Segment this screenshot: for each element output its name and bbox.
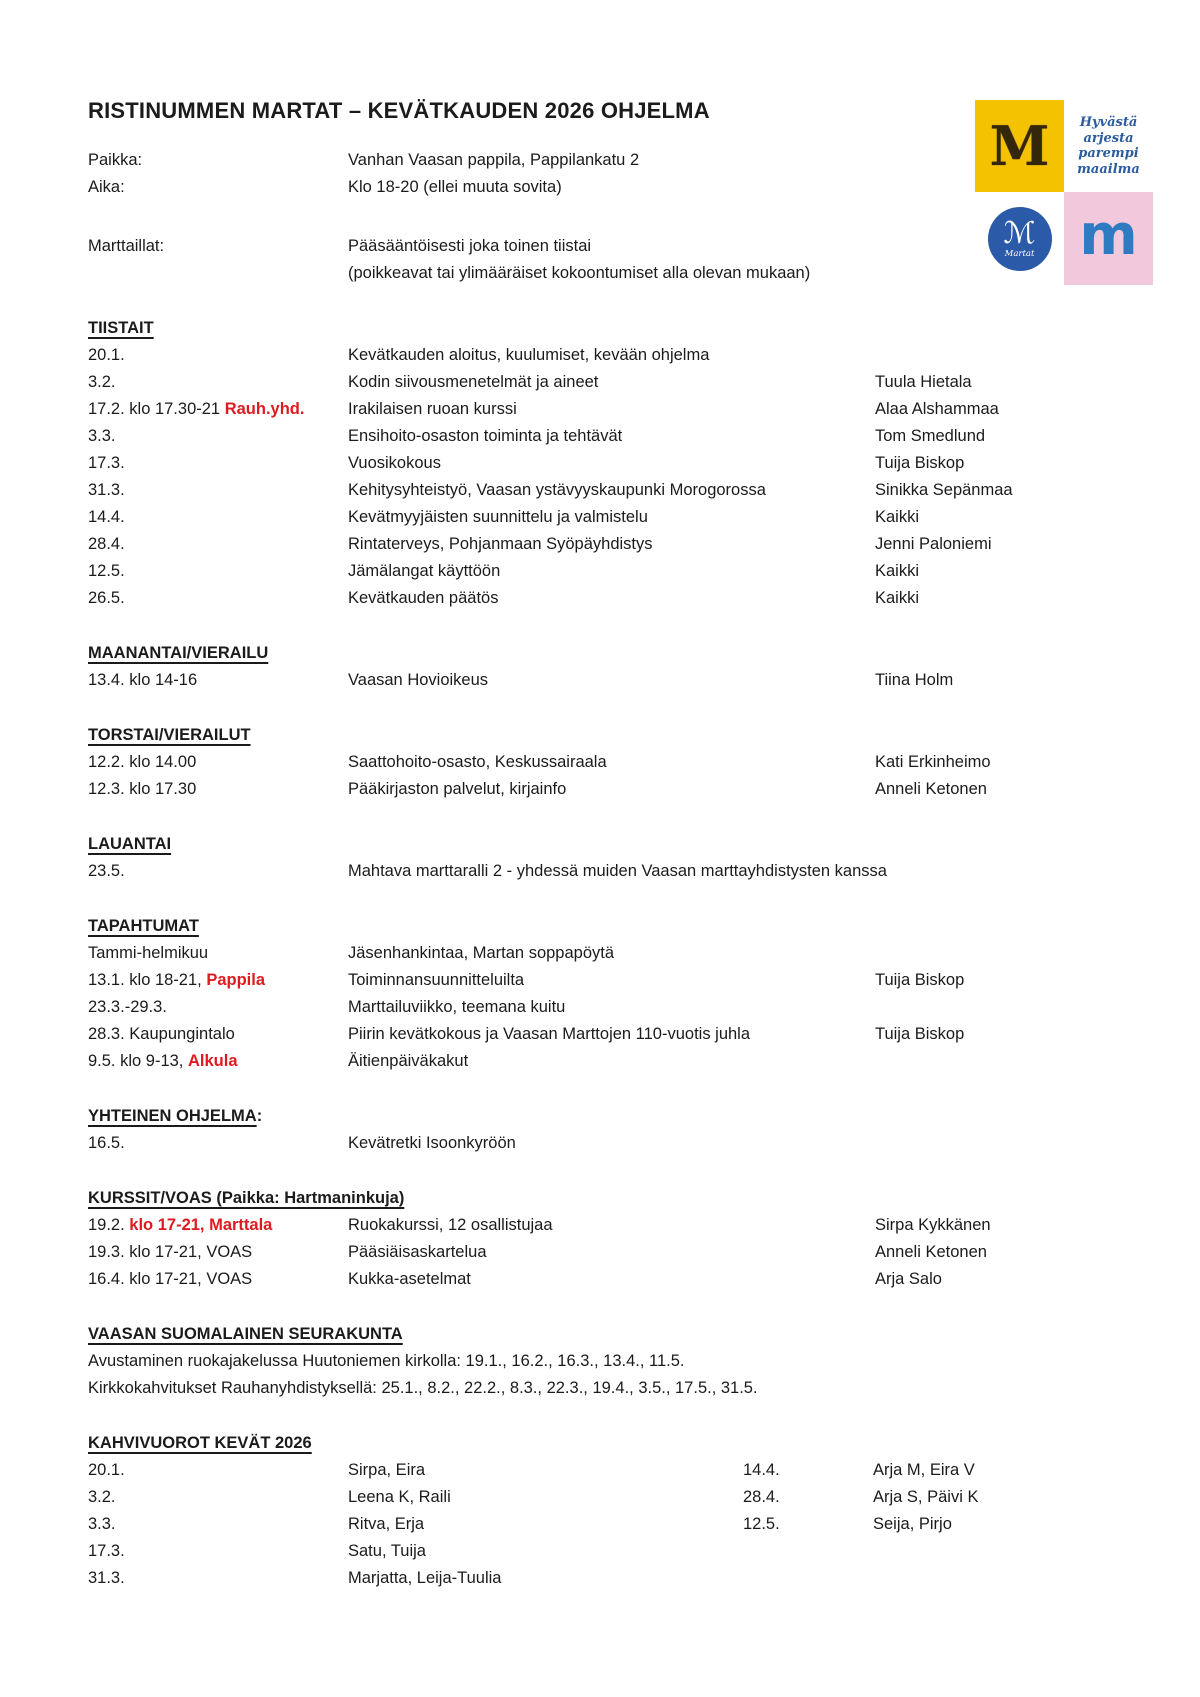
row-date bbox=[88, 1021, 348, 1048]
row-date-text: 14.4. bbox=[88, 508, 125, 526]
schedule-row bbox=[88, 1048, 1160, 1075]
row-description: Pääkirjaston palvelut, kirjainfo bbox=[348, 780, 567, 798]
section-kurssit-voas-paikka-hartmaninkuja bbox=[88, 1185, 1160, 1293]
row-date-text: 26.5. bbox=[88, 589, 125, 607]
row-person-name: Tiina Holm bbox=[875, 671, 954, 689]
row-description: Vaasan Hovioikeus bbox=[348, 671, 489, 689]
section-text-line: Kirkkokahvitukset Rauhanyhdistyksellä: 25.1., 8.2., 22.2., 8.3., 22.3., 19.4., 3.5., 17.5., 31.5. bbox=[88, 1379, 758, 1397]
logo-slogan-line: parempi bbox=[1078, 146, 1139, 161]
row-person-name: Kaikki bbox=[875, 562, 920, 580]
row-date bbox=[88, 504, 348, 531]
row-description: Rintaterveys, Pohjanmaan Syöpäyhdistys bbox=[348, 535, 653, 553]
row-date: 3.3. bbox=[88, 1515, 116, 1533]
section-heading-text: TIISTAIT bbox=[88, 319, 154, 337]
row-person-name: Kati Erkinheimo bbox=[875, 753, 991, 771]
row-description: Kevätkauden aloitus, kuulumiset, kevään ohjelma bbox=[348, 346, 710, 364]
coffee-duty-row bbox=[88, 1484, 1160, 1511]
row-date bbox=[88, 450, 348, 477]
logo-m-tile bbox=[1064, 192, 1153, 285]
logo-slogan-tile bbox=[1064, 100, 1153, 192]
row-person-name: Anneli Ketonen bbox=[875, 780, 987, 798]
section-tiistait bbox=[88, 315, 1160, 612]
row-person-name: Tom Smedlund bbox=[875, 427, 986, 445]
row-person-name: Jenni Paloniemi bbox=[875, 535, 992, 553]
row-date-text: 23.5. bbox=[88, 862, 125, 880]
row-description: Ruokakurssi, 12 osallistujaa bbox=[348, 1216, 553, 1234]
row-person-name: Kaikki bbox=[875, 589, 920, 607]
row-description: Äitienpäiväkakut bbox=[348, 1052, 469, 1070]
row-date bbox=[88, 994, 348, 1021]
row-date-text: 19.3. klo 17-21, VOAS bbox=[88, 1243, 253, 1261]
section-heading bbox=[88, 640, 1160, 667]
row-date bbox=[88, 558, 348, 585]
info-value: (poikkeavat tai ylimääräiset kokoontumiset alla olevan mukaan) bbox=[348, 264, 811, 282]
row-description: Kukka-asetelmat bbox=[348, 1270, 471, 1288]
section-heading bbox=[88, 1185, 1160, 1212]
row-date bbox=[88, 1048, 348, 1075]
schedule-row bbox=[88, 1130, 1160, 1157]
section-heading bbox=[88, 913, 1160, 940]
row-date bbox=[88, 369, 348, 396]
row-person-name: Satu, Tuija bbox=[348, 1542, 426, 1560]
section-heading-text: TAPAHTUMAT bbox=[88, 917, 199, 935]
row-person-name: Sinikka Sepänmaa bbox=[875, 481, 1013, 499]
row-person-name: Arja Salo bbox=[875, 1270, 942, 1288]
row-date-text: 3.2. bbox=[88, 373, 116, 391]
row-date-text: 17.2. klo 17.30-21 bbox=[88, 400, 225, 418]
schedule-row bbox=[88, 776, 1160, 803]
row-date bbox=[88, 342, 348, 369]
logo-slogan-line: arjesta bbox=[1083, 130, 1134, 146]
row-description: Ensihoito-osaston toiminta ja tehtävät bbox=[348, 427, 623, 445]
row-date bbox=[88, 1239, 348, 1266]
row-description: Toiminnansuunnitteluilta bbox=[348, 971, 525, 989]
m-lowercase-icon: m bbox=[1079, 202, 1138, 268]
row-date: 17.3. bbox=[88, 1542, 125, 1560]
schedule-row bbox=[88, 477, 1160, 504]
info-value: Pääsääntöisesti joka toinen tiistai bbox=[348, 237, 592, 255]
schedule-row bbox=[88, 1212, 1160, 1239]
section-heading-text: VAASAN SUOMALAINEN SEURAKUNTA bbox=[88, 1325, 403, 1343]
section-heading bbox=[88, 1103, 1160, 1130]
row-date: 20.1. bbox=[88, 1461, 125, 1479]
row-date bbox=[88, 940, 348, 967]
row-person-name: Tuija Biskop bbox=[875, 971, 965, 989]
row-date-text: 16.4. klo 17-21, VOAS bbox=[88, 1270, 253, 1288]
info-label: Aika: bbox=[88, 178, 125, 196]
info-value: Klo 18-20 (ellei muuta sovita) bbox=[348, 178, 562, 196]
section-heading-text: KAHVIVUOROT KEVÄT 2026 bbox=[88, 1434, 312, 1452]
row-date-text: 13.1. klo 18-21, bbox=[88, 971, 207, 989]
section-heading-suffix: : bbox=[256, 1107, 263, 1125]
schedule-row bbox=[88, 667, 1160, 694]
row-date bbox=[88, 967, 348, 994]
row-date-2: 12.5. bbox=[743, 1515, 780, 1533]
row-date bbox=[88, 1266, 348, 1293]
sections-container bbox=[88, 315, 1160, 1592]
row-description: Kevätkauden päätös bbox=[348, 589, 499, 607]
schedule-row bbox=[88, 994, 1160, 1021]
schedule-row bbox=[88, 369, 1160, 396]
section-lauantai bbox=[88, 831, 1160, 885]
schedule-row bbox=[88, 1239, 1160, 1266]
row-person-name: Ritva, Erja bbox=[348, 1515, 425, 1533]
row-date-text: 16.5. bbox=[88, 1134, 125, 1152]
row-date-text: 28.4. bbox=[88, 535, 125, 553]
section-heading bbox=[88, 722, 1160, 749]
schedule-row bbox=[88, 396, 1160, 423]
row-description: Kevätmyyjäisten suunnittelu ja valmistelu bbox=[348, 508, 648, 526]
row-person-name: Kaikki bbox=[875, 508, 920, 526]
row-person-name: Tuija Biskop bbox=[875, 1025, 965, 1043]
section-heading-text: YHTEINEN OHJELMA bbox=[88, 1107, 257, 1125]
row-person-name: Tuija Biskop bbox=[875, 454, 965, 472]
row-date-highlight: Pappila bbox=[206, 971, 266, 989]
row-person-name-2: Arja S, Päivi K bbox=[873, 1488, 979, 1506]
row-description: Kodin siivousmenetelmät ja aineet bbox=[348, 373, 599, 391]
coffee-duty-row bbox=[88, 1457, 1160, 1484]
schedule-row bbox=[88, 1021, 1160, 1048]
row-date-text: 23.3.-29.3. bbox=[88, 998, 167, 1016]
row-person-name-2: Arja M, Eira V bbox=[873, 1461, 975, 1479]
schedule-row bbox=[88, 1266, 1160, 1293]
row-date-text: 20.1. bbox=[88, 346, 125, 364]
row-description: Jäsenhankintaa, Martan soppapöytä bbox=[348, 944, 615, 962]
row-date-text: 28.3. Kaupungintalo bbox=[88, 1025, 235, 1043]
row-person-name: Sirpa, Eira bbox=[348, 1461, 426, 1479]
row-person-name: Sirpa Kykkänen bbox=[875, 1216, 991, 1234]
row-date bbox=[88, 477, 348, 504]
row-date-text: 9.5. klo 9-13, bbox=[88, 1052, 188, 1070]
logo-braided-m-tile bbox=[975, 100, 1064, 192]
logo-slogan-line: maailma bbox=[1077, 161, 1140, 177]
section-heading-text: LAUANTAI bbox=[88, 835, 172, 853]
row-date-2 bbox=[743, 1538, 873, 1565]
info-value: Vanhan Vaasan pappila, Pappilankatu 2 bbox=[348, 151, 640, 169]
row-description: Jämälangat käyttöön bbox=[348, 562, 501, 580]
row-date-text: 12.5. bbox=[88, 562, 125, 580]
row-description: Vuosikokous bbox=[348, 454, 441, 472]
row-person-name: Anneli Ketonen bbox=[875, 1243, 987, 1261]
section-heading bbox=[88, 315, 1160, 342]
row-date: 3.2. bbox=[88, 1488, 116, 1506]
section-heading-text: TORSTAI/VIERAILUT bbox=[88, 726, 251, 744]
section-heading bbox=[88, 1430, 1160, 1457]
row-date bbox=[88, 423, 348, 450]
row-date-text: 17.3. bbox=[88, 454, 125, 472]
emblem-monogram: ℳ bbox=[1003, 215, 1036, 251]
section-tapahtumat bbox=[88, 913, 1160, 1075]
emblem-label: Martat bbox=[1004, 248, 1035, 259]
row-date-text: 31.3. bbox=[88, 481, 125, 499]
row-date-highlight: klo 17-21, Marttala bbox=[129, 1216, 273, 1234]
row-person-name-2 bbox=[873, 1538, 1160, 1565]
page-title: RISTINUMMEN MARTAT – KEVÄTKAUDEN 2026 OHJELMA bbox=[88, 98, 710, 123]
row-date bbox=[88, 1130, 348, 1157]
coffee-duty-row bbox=[88, 1538, 1160, 1565]
schedule-row bbox=[88, 504, 1160, 531]
row-description: Kevätretki Isoonkyröön bbox=[348, 1134, 516, 1152]
section-kahvivuorot-kev-t-2026 bbox=[88, 1430, 1160, 1592]
schedule-row bbox=[88, 585, 1160, 612]
logo-emblem-tile bbox=[975, 192, 1064, 285]
section-torstai-vierailut bbox=[88, 722, 1160, 803]
row-date-2: 28.4. bbox=[743, 1488, 780, 1506]
row-date bbox=[88, 776, 348, 803]
martat-logo-block bbox=[975, 100, 1153, 285]
schedule-row bbox=[88, 940, 1160, 967]
row-date bbox=[88, 396, 348, 423]
row-person-name: Leena K, Raili bbox=[348, 1488, 451, 1506]
coffee-duty-row bbox=[88, 1565, 1160, 1592]
schedule-row bbox=[88, 342, 1160, 369]
coffee-duty-row bbox=[88, 1511, 1160, 1538]
row-description: Mahtava marttaralli 2 - yhdessä muiden Vaasan marttayhdistysten kanssa bbox=[348, 862, 887, 880]
row-description: Irakilaisen ruoan kurssi bbox=[348, 400, 517, 418]
section-heading bbox=[88, 1321, 1160, 1348]
row-description: Marttailuviikko, teemana kuitu bbox=[348, 998, 566, 1016]
schedule-row bbox=[88, 531, 1160, 558]
schedule-row bbox=[88, 858, 1160, 885]
row-date bbox=[88, 1212, 348, 1239]
row-description: Pääsiäisaskartelua bbox=[348, 1243, 487, 1261]
row-description: Piirin kevätkokous ja Vaasan Marttojen 110-vuotis juhla bbox=[348, 1025, 751, 1043]
section-yhteinen-ohjelma bbox=[88, 1103, 1160, 1157]
schedule-row bbox=[88, 450, 1160, 477]
section-vaasan-suomalainen-seurakunta bbox=[88, 1321, 1160, 1402]
row-person-name: Marjatta, Leija-Tuulia bbox=[348, 1569, 502, 1587]
section-heading-text: KURSSIT/VOAS (Paikka: Hartmaninkuja) bbox=[88, 1189, 405, 1207]
row-description: Kehitysyhteistyö, Vaasan ystävyyskaupunki Morogorossa bbox=[348, 481, 766, 499]
row-date bbox=[88, 585, 348, 612]
row-date bbox=[88, 531, 348, 558]
braided-m-icon: M bbox=[989, 114, 1050, 178]
row-date bbox=[88, 667, 348, 694]
section-maanantai-vierailu bbox=[88, 640, 1160, 694]
row-date: 31.3. bbox=[88, 1569, 125, 1587]
row-person-name: Alaa Alshammaa bbox=[875, 400, 999, 418]
logo-slogan-line: Hyvästä bbox=[1079, 115, 1138, 130]
row-date-2: 14.4. bbox=[743, 1461, 780, 1479]
row-date-text: 19.2. bbox=[88, 1216, 130, 1234]
row-person-name-2: Seija, Pirjo bbox=[873, 1515, 952, 1533]
schedule-row bbox=[88, 749, 1160, 776]
row-date-2 bbox=[743, 1565, 873, 1592]
row-date-highlight: Rauh.yhd. bbox=[224, 400, 305, 418]
section-text-line: Avustaminen ruokajakelussa Huutoniemen kirkolla: 19.1., 16.2., 16.3., 13.4., 11.5. bbox=[88, 1352, 685, 1370]
section-heading bbox=[88, 831, 1160, 858]
row-date bbox=[88, 749, 348, 776]
row-person-name-2 bbox=[873, 1565, 1160, 1592]
info-label: Marttaillat: bbox=[88, 237, 165, 255]
row-description: Saattohoito-osasto, Keskussairaala bbox=[348, 753, 607, 771]
row-date-text: 12.3. klo 17.30 bbox=[88, 780, 197, 798]
info-label: Paikka: bbox=[88, 151, 143, 169]
martat-emblem-icon bbox=[988, 207, 1052, 271]
row-date-text: 3.3. bbox=[88, 427, 116, 445]
schedule-row bbox=[88, 558, 1160, 585]
row-date bbox=[88, 858, 348, 885]
row-date-text: 13.4. klo 14-16 bbox=[88, 671, 198, 689]
schedule-row bbox=[88, 967, 1160, 994]
row-date-text: Tammi-helmikuu bbox=[88, 944, 209, 962]
row-date-highlight: Alkula bbox=[187, 1052, 238, 1070]
row-person-name: Tuula Hietala bbox=[875, 373, 972, 391]
row-date-text: 12.2. klo 14.00 bbox=[88, 753, 197, 771]
section-heading-text: MAANANTAI/VIERAILU bbox=[88, 644, 269, 662]
schedule-row bbox=[88, 423, 1160, 450]
